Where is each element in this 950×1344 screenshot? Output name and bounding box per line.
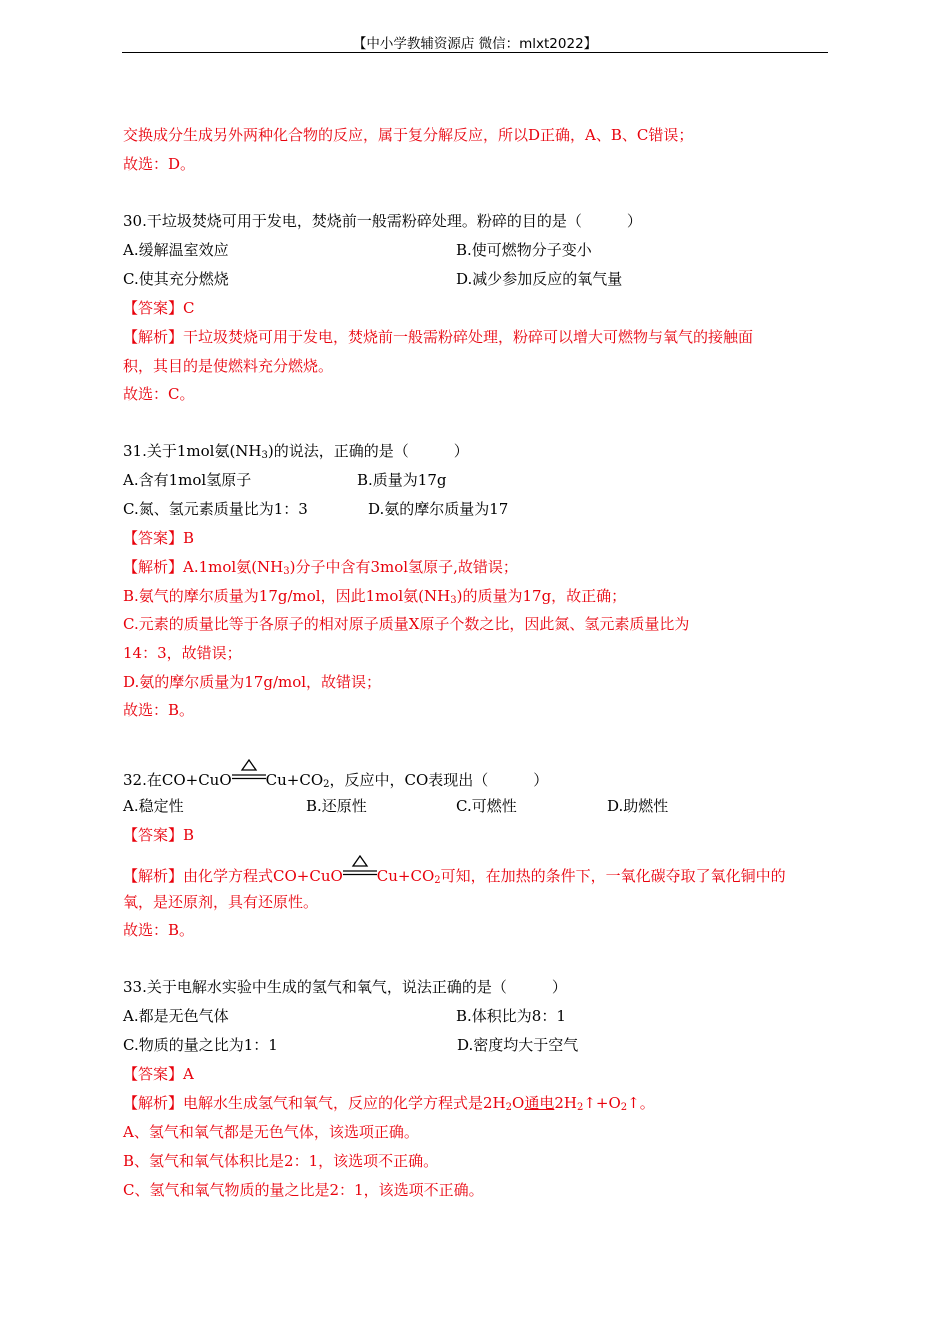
q33-option-b: B.体积比为8：1	[456, 1007, 566, 1025]
q32-stem-c: ，反应中，CO表现出（ ）	[329, 771, 549, 789]
q31-answer: 【答案】B	[123, 529, 195, 547]
q31-option-a: A.含有1mol氢原子	[123, 471, 252, 489]
q33-stem: 33.关于电解水实验中生成的氢气和氧气，说法正确的是（ ）	[123, 978, 567, 996]
q33-a1-a: 【解析】电解水生成氢气和氧气，反应的化学方程式是2H	[123, 1094, 506, 1112]
q33-a1-sub3: 2	[620, 1102, 628, 1113]
q33-a1-e: ↑。	[627, 1094, 655, 1112]
q33-a1-d: ↑+O	[583, 1094, 621, 1112]
q31-a2-a: B.氨气的摩尔质量为17g/mol，因此1mol氨(NH	[123, 587, 451, 605]
q31-a1-sub: 3	[283, 566, 290, 577]
q33-a1-sub2: 2	[576, 1102, 584, 1113]
q32-option-d: D.助燃性	[607, 797, 669, 815]
q31-stem-c: )的说法，正确的是（ ）	[267, 442, 469, 460]
q32-a1-sub: 2	[434, 875, 441, 886]
q32-stem-a: 32.在CO+CuO	[123, 771, 232, 789]
q30-choose: 故选：C。	[123, 385, 195, 403]
q33-option-a: A.都是无色气体	[123, 1007, 229, 1025]
q31-analysis-3: C.元素的质量比等于各原子的相对原子质量X原子个数之比，因此氮、氢元素质量比为	[123, 615, 690, 633]
q31-option-d: D.氨的摩尔质量为17	[368, 500, 509, 518]
q32-option-b: B.还原性	[306, 797, 367, 815]
q31-choose: 故选：B。	[123, 701, 195, 719]
q33-a1-c: 2H	[554, 1094, 577, 1112]
q30-analysis-1: 【解析】干垃圾焚烧可用于发电，焚烧前一般需粉碎处理，粉碎可以增大可燃物与氧气的接触面	[123, 328, 754, 346]
q33-analysis-4: C、氢气和氧气物质的量之比是2：1，该选项不正确。	[123, 1181, 484, 1199]
prev-analysis-line: 交换成分生成另外两种化合物的反应，属于复分解反应，所以D正确，A、B、C错误；	[123, 126, 694, 144]
prev-choose: 故选：D。	[123, 155, 196, 173]
q31-analysis-1	[123, 557, 518, 577]
q31-option-b: B.质量为17g	[357, 471, 447, 489]
q33-answer: 【答案】A	[123, 1065, 194, 1083]
q33-a1-sub1: 2	[505, 1102, 513, 1113]
header-rule	[122, 52, 828, 53]
q32-option-a: A.稳定性	[123, 797, 184, 815]
q32-choose: 故选：B。	[123, 921, 195, 939]
electrolysis-condition: 通电	[524, 1094, 555, 1112]
page-header: 【中小学教辅资源店 微信：mlxt2022】	[352, 36, 598, 52]
q31-analysis-4: 14：3，故错误；	[123, 644, 242, 662]
q33-option-d: D.密度均大于空气	[457, 1036, 579, 1054]
q33-option-c: C.物质的量之比为1：1	[123, 1036, 278, 1054]
q32-a1-c: 可知，在加热的条件下，一氧化碳夺取了氧化铜中的	[440, 867, 786, 885]
q33-a1-b: O	[512, 1094, 525, 1112]
q32-analysis-2: 氧，是还原剂，具有还原性。	[123, 893, 319, 911]
q33-analysis-1	[123, 1093, 655, 1113]
q32-stem	[123, 767, 548, 790]
q32-stem-sub: 2	[323, 779, 330, 790]
q30-stem: 30.干垃圾焚烧可用于发电，焚烧前一般需粉碎处理。粉碎的目的是（ ）	[123, 212, 642, 230]
q32-analysis-1	[123, 863, 786, 886]
q30-option-d: D.减少参加反应的氧气量	[456, 270, 623, 288]
q31-analysis-5: D.氨的摩尔质量为17g/mol，故错误；	[123, 673, 382, 691]
q32-stem-b: Cu+CO	[265, 771, 324, 789]
q30-option-b: B.使可燃物分子变小	[456, 241, 592, 259]
q31-option-c: C.氮、氢元素质量比为1：3	[123, 500, 308, 518]
q32-a1-b: Cu+CO	[376, 867, 435, 885]
q31-a1-a: 【解析】A.1mol氨(NH	[123, 558, 284, 576]
q32-a1-a: 【解析】由化学方程式CO+CuO	[123, 867, 343, 885]
q33-analysis-2: A、氢气和氧气都是无色气体，该选项正确。	[123, 1123, 419, 1141]
q33-analysis-3: B、氢气和氧气体积比是2：1，该选项不正确。	[123, 1152, 439, 1170]
q31-stem	[123, 441, 469, 461]
heating-condition-icon	[343, 863, 377, 883]
q32-answer: 【答案】B	[123, 826, 195, 844]
heating-condition-icon	[232, 767, 266, 787]
q30-option-a: A.缓解温室效应	[123, 241, 229, 259]
q30-option-c: C.使其充分燃烧	[123, 270, 229, 288]
q30-answer: 【答案】C	[123, 299, 195, 317]
q31-a2-sub: 3	[450, 595, 457, 606]
q31-a2-b: )的质量为17g，故正确；	[456, 587, 627, 605]
q32-option-c: C.可燃性	[456, 797, 517, 815]
q31-stem-sub: 3	[261, 450, 268, 461]
q30-analysis-2: 积，其目的是使燃料充分燃烧。	[123, 357, 334, 375]
q31-a1-b: )分子中含有3mol氢原子,故错误；	[289, 558, 518, 576]
q31-stem-a: 31.关于1mol氨(NH	[123, 442, 262, 460]
q31-analysis-2	[123, 586, 626, 606]
